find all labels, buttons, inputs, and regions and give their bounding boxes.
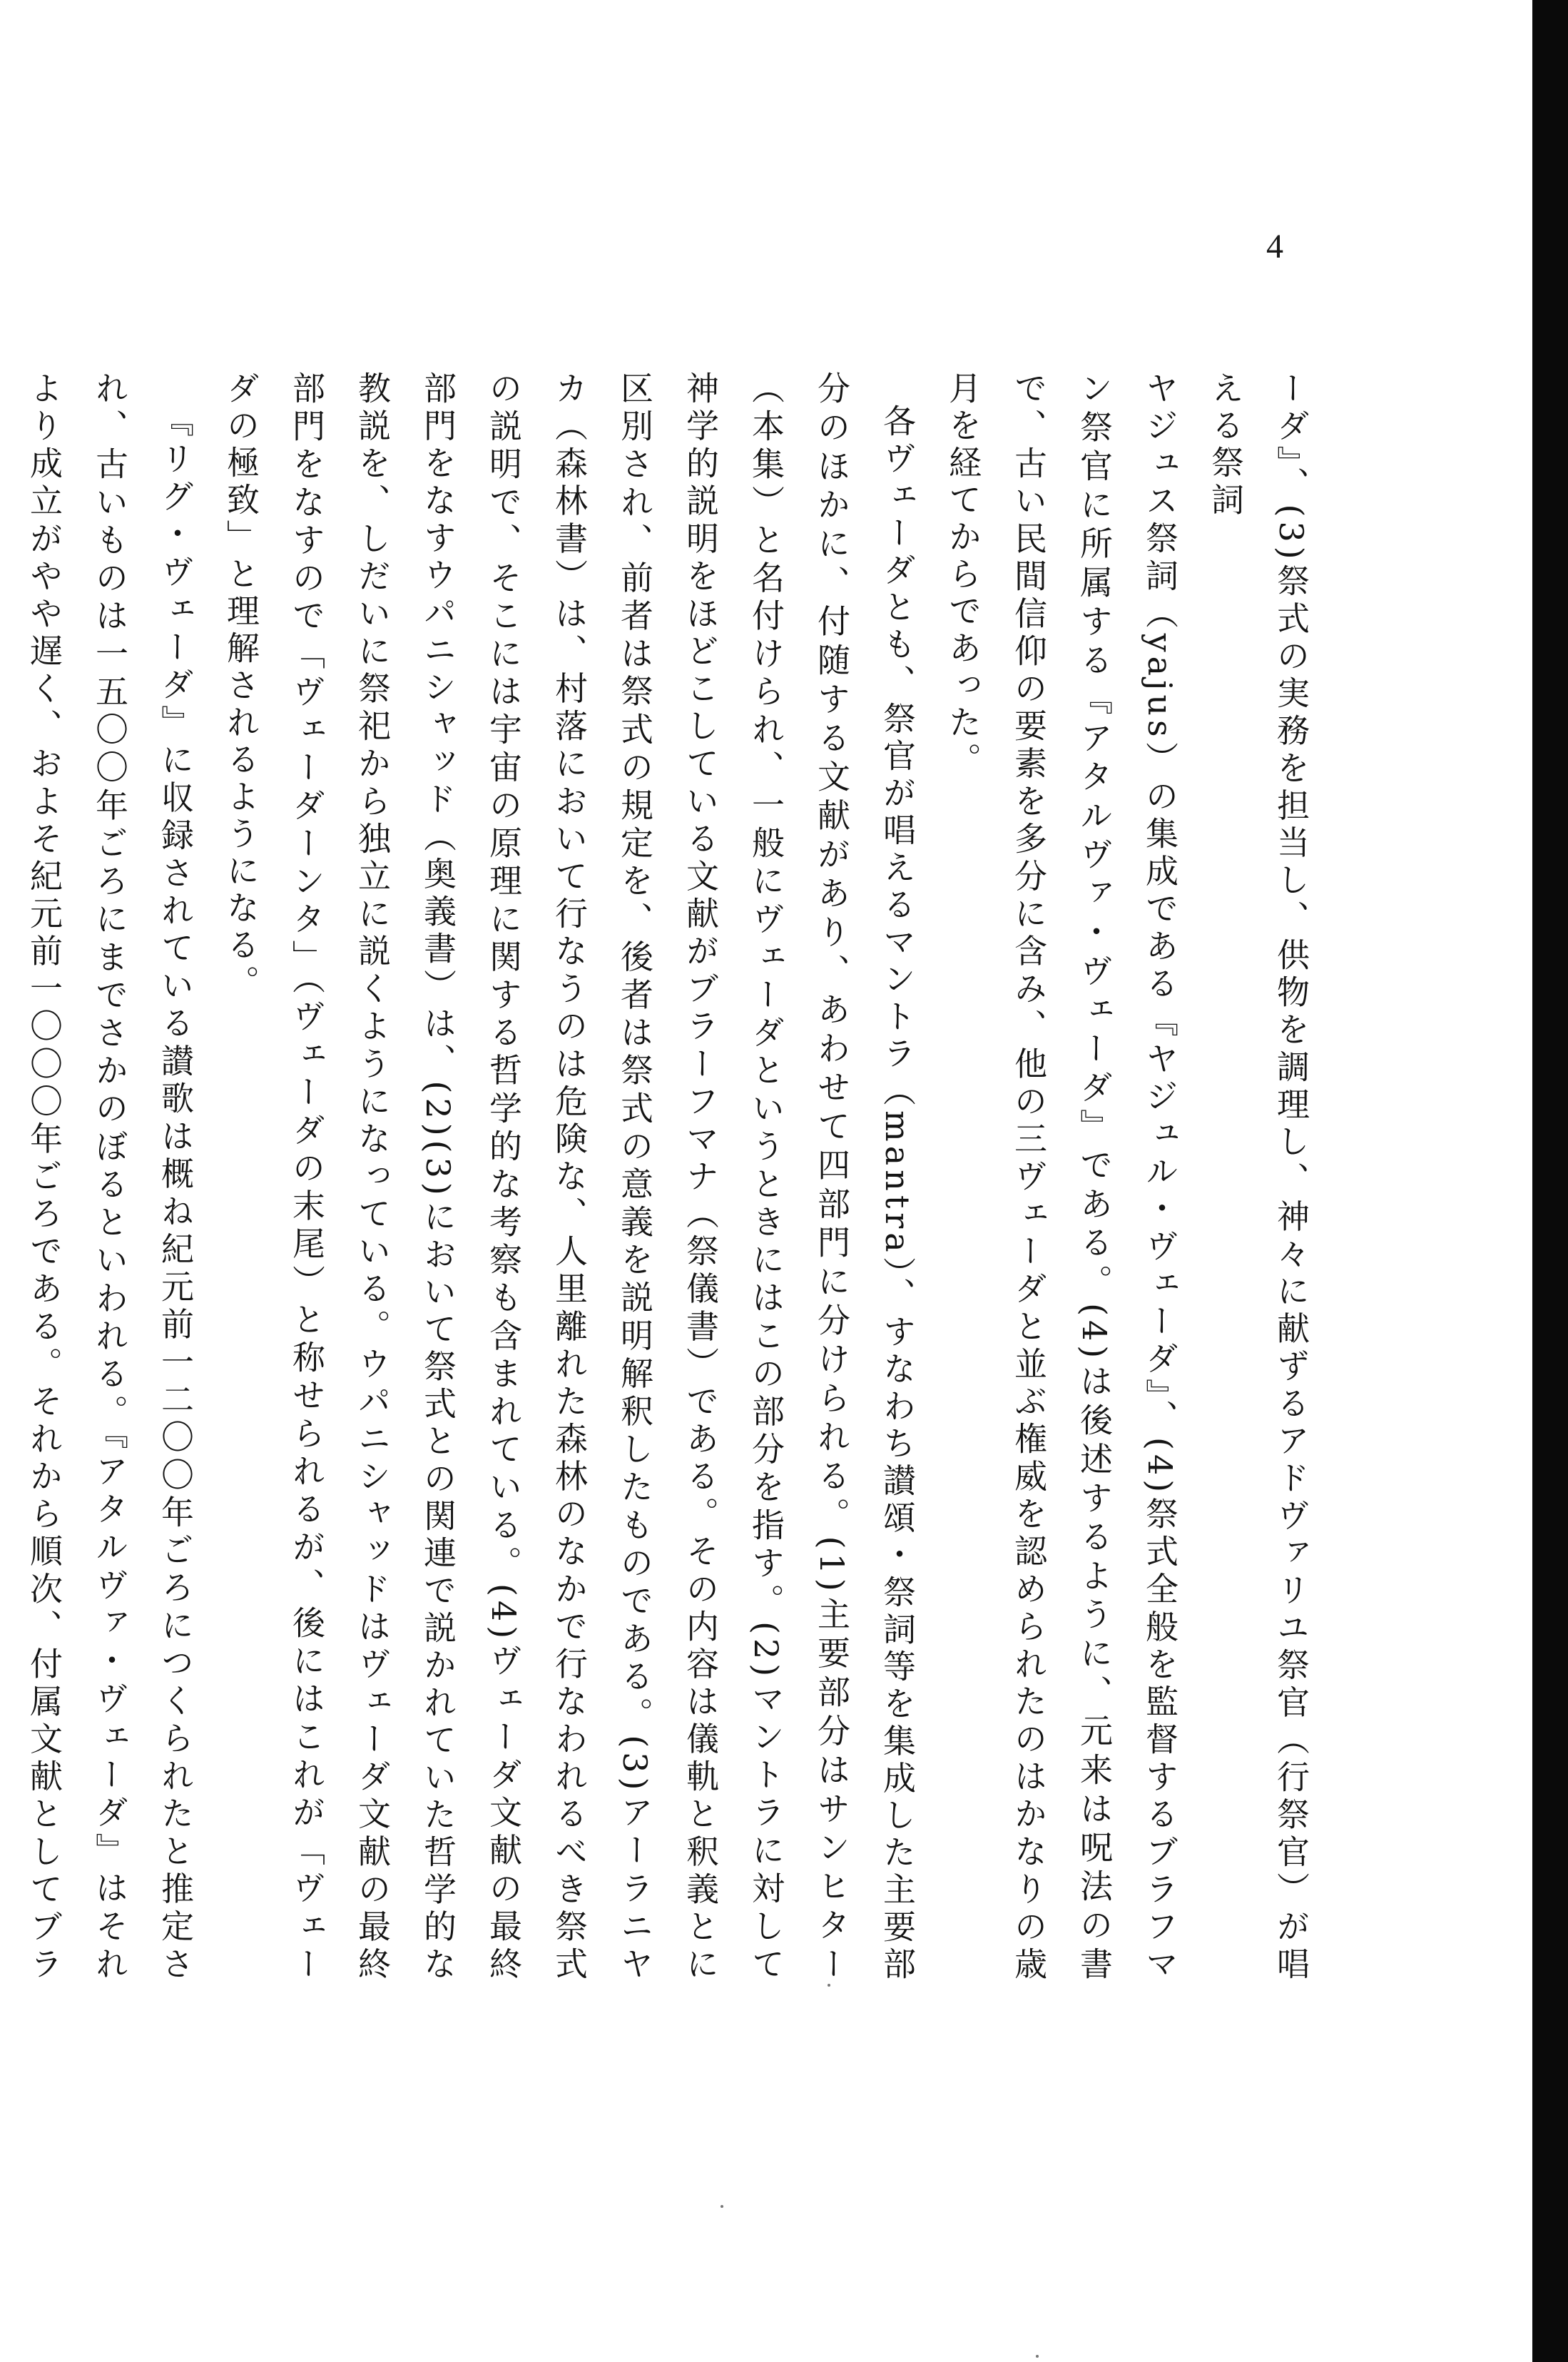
paragraph-2: 各ヴェーダとも、祭官が唱えるマントラ（mantra）、すなわち讃頌・祭詞等を集成した主要部分のほかに、付随する文献があり、あわせて四部門に分けられる。(1)主要部分はサンヒター（本集）と名付けられ、一般にヴェーダというときにはこの部分を指す。(2)マントラに対して神学的説明をほどこしている文献がブラーフマナ（祭儀書）である。その内容は儀軌と釈義とに区別され、前者は祭式の規定を、後者は祭式の意義を説明解釈したものである。(3)アーラニヤカ（森林書）は、村落において行なうのは危険な、人里離れた森林のなかで行なわれるべき祭式の説明で、そこには宇宙の原理に関する哲学的な考察も含まれている。(4)ヴェーダ文献の最終部門をなすウパニシャッド（奥義書）は、(2)(3)において祭式との関連で説かれていた哲学的な教説を、しだいに祭祀から独立に説くようになっている。ウパニシャッドはヴェーダ文献の最終部門をなすので「ヴェーダーンタ」（ヴェーダの末尾）と称せられるが、後にはこれが「ヴェーダの極致」と理解されるようになる。 [222,371,917,1984]
scan-speck [1036,2355,1039,2358]
paragraph-1: ヤジュス祭詞（yajus）の集成である『ヤジュル・ヴェーダ』、(4)祭式全般を監督するブラフマン祭官に所属する『アタルヴァ・ヴェーダ』である。(4)は後述するように、元来は呪法の書で、古い民間信仰の要素を多分に含み、他の三ヴェーダと並ぶ権威を認められたのはかなりの歳月を経てからであった。 [944,371,1179,1984]
page-number: 4 [1266,228,1283,265]
paragraph-3: 『リグ・ヴェーダ』に収録されている讃歌は概ね紀元前一二〇〇年ごろにつくられたと推定され、古いものは一五〇〇年ごろにまでさかのぼるといわれる。『アタルヴァ・ヴェーダ』はそれより成立がやや遅く、およそ紀元前一〇〇〇年ごろである。それから順次、付属文献としてブラ [25,371,195,1984]
scan-speck [828,1984,830,1987]
paragraph-lead-in: ーダ』、(3)祭式の実務を担当し、供物を調理し、神々に献ずるアドヴァリユ祭官（行祭官）が唱える祭詞 [1206,371,1310,1984]
vertical-body-text [25,371,1324,1984]
scan-speck [721,2205,723,2208]
scan-edge-shadow [1532,0,1568,2362]
